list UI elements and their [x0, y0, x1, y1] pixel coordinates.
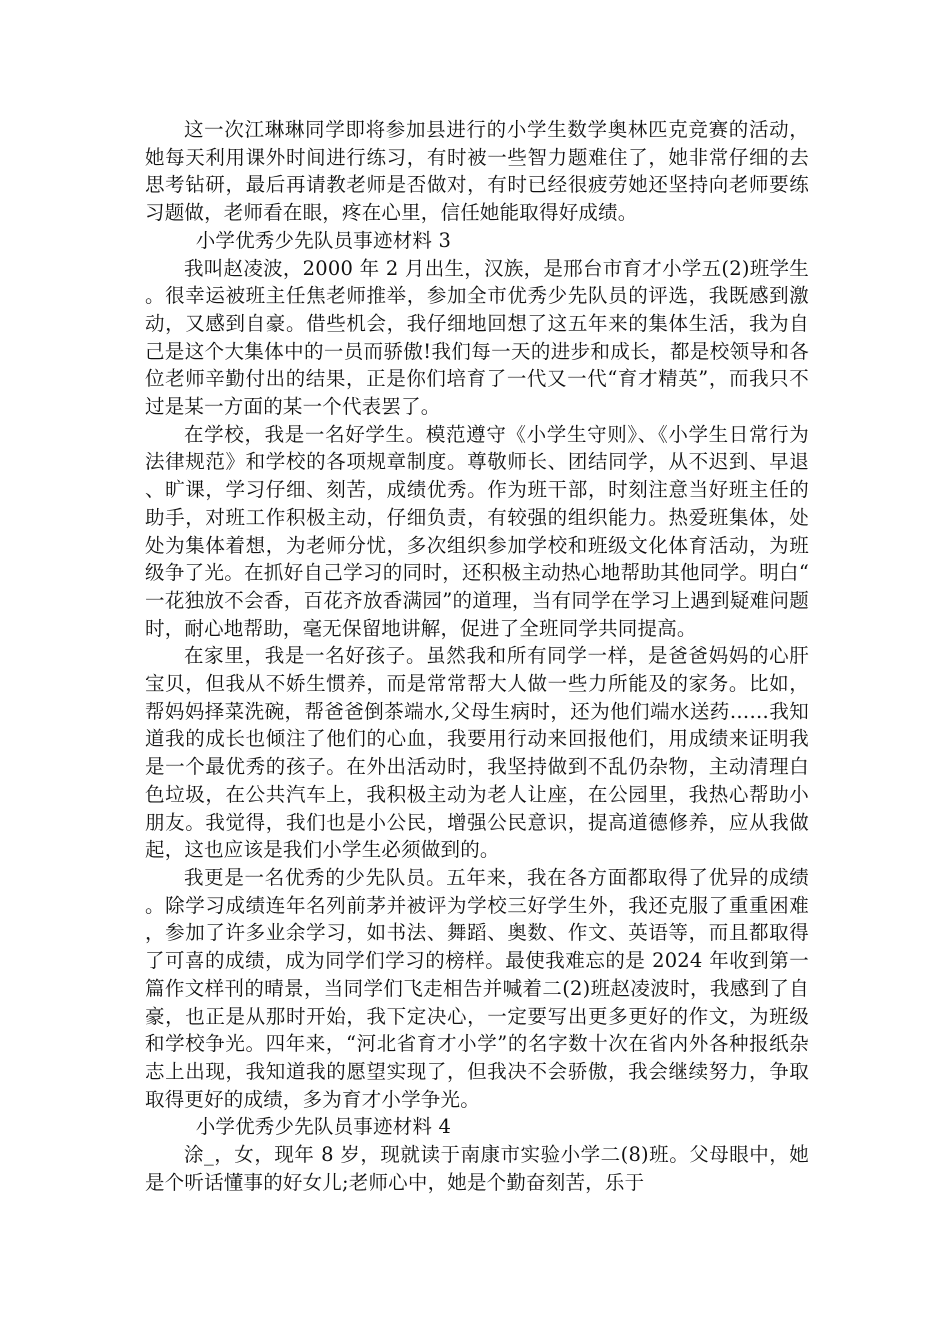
- paragraph: 我叫赵凌波，2000 年 2 月出生，汉族，是邢台市育才小学五(2)班学生。很幸运被班主任焦老师推举，参加全市优秀少先队员的评选，我既感到激动，又感到自豪。借些机会，我仔细地回想了这五年来的集体生活，我为自己是这个大集体中的一员而骄傲!我们每一天的进步和成长，都是校领导和各位老师辛勤付出的结果，正是你们培育了一代又一代“育才精英”，而我只不过是某一方面的某一个代表罢了。: [145, 256, 809, 419]
- paragraph: 这一次江琳琳同学即将参加县进行的小学生数学奥林匹克竞赛的活动，她每天利用课外时间进行练习，有时被一些智力题难住了，她非常仔细的去思考钻研，最后再请教老师是否做对，有时已经很疲劳她还坚持向老师要练习题做，老师看在眼，疼在心里，信任她能取得好成绩。: [145, 118, 809, 225]
- section-heading: 小学优秀少先队员事迹材料 3: [195, 228, 452, 252]
- paragraph: 我更是一名优秀的少先队员。五年来，我在各方面都取得了优异的成绩。除学习成绩连年名列前茅并被评为学校三好学生外，我还克服了重重困难，参加了许多业余学习，如书法、舞蹈、奥数、作文、英语等，而且都取得了可喜的成绩，成为同学们学习的榜样。最使我难忘的是 2024 年收到第一篇作文样刊的晴景，当同学们飞走相告并喊着二(2)班赵凌波时，我感到了自豪，也正是从那时开始，我下定决心，一定要写出更多更好的作文，为班级和学校争光。四年来，“河北省育才小学”的名字数十次在省内外各种报纸杂志上出现，我知道我的愿望实现了，但我决不会骄傲，我会继续努力，争取取得更好的成绩，多为育才小学争光。: [145, 865, 809, 1111]
- paragraph: 在家里，我是一名好孩子。虽然我和所有同学一样，是爸爸妈妈的心肝宝贝，但我从不娇生惯养，而是常常帮大人做一些力所能及的家务。比如，帮妈妈择菜洗碗，帮爸爸倒茶端水,父母生病时，还为他们端水送药……我知道我的成长也倾注了他们的心血，我要用行动来回报他们，用成绩来证明我是一个最优秀的孩子。在外出活动时，我坚持做到不乱仍杂物，主动清理白色垃圾，在公共汽车上，我积极主动为老人让座，在公园里，我热心帮助小朋友。我觉得，我们也是小公民，增强公民意识，提高道德修养，应从我做起，这也应该是我们小学生必须做到的。: [145, 644, 809, 862]
- paragraph: 涂_，女，现年 8 岁，现就读于南康市实验小学二(8)班。父母眼中，她是个听话懂事的好女儿;老师心中，她是个勤奋刻苦，乐于: [145, 1143, 809, 1194]
- section-heading: 小学优秀少先队员事迹材料 4: [195, 1115, 452, 1139]
- document-body: [145, 116, 809, 1196]
- paragraph: 在学校，我是一名好学生。模范遵守《小学生守则》、《小学生日常行为法律规范》和学校的各项规章制度。尊敬师长、团结同学，从不迟到、早退、旷课，学习仔细、刻苦，成绩优秀。作为班干部，时刻注意当好班主任的助手，对班工作积极主动，仔细负责，有较强的组织能力。热爱班集体，处处为集体着想，为老师分忧，多次组织参加学校和班级文化体育活动，为班级争了光。在抓好自己学习的同时，还积极主动热心地帮助其他同学。明白“一花独放不会香，百花齐放香满园”的道理，当有同学在学习上遇到疑难问题时，耐心地帮助，毫无保留地讲解，促进了全班同学共同提高。: [145, 422, 809, 640]
